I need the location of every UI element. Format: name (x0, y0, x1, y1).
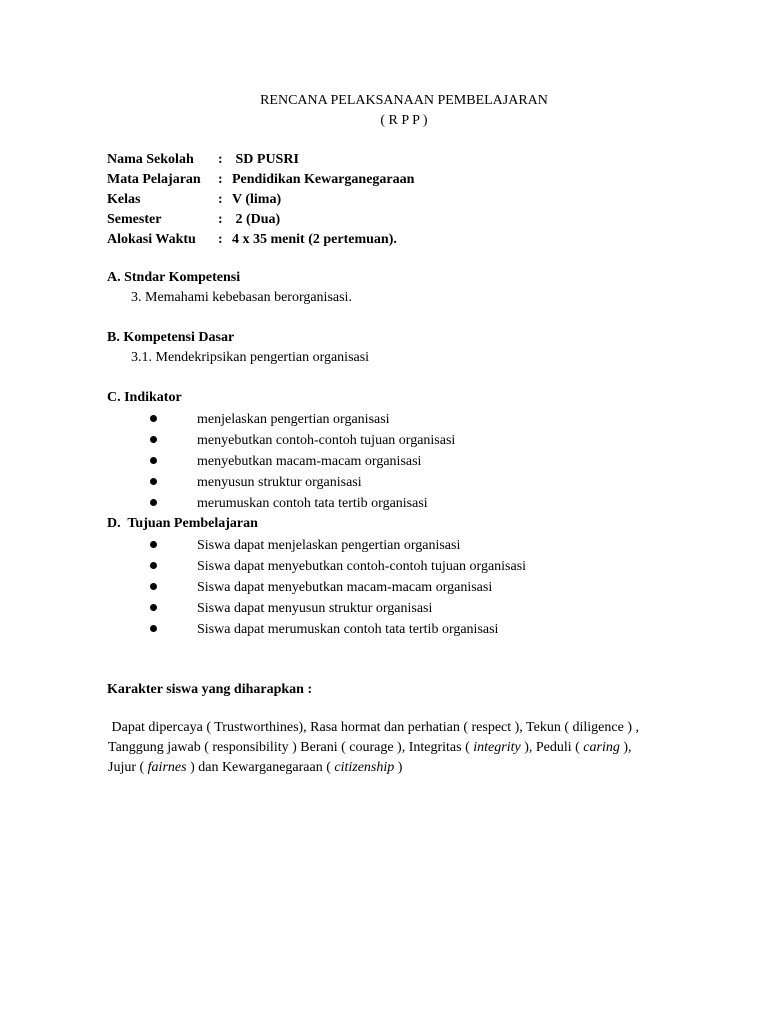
karakter-text: ) dan Kewarganegaraan ( (186, 760, 335, 775)
karakter-line (108, 738, 678, 758)
bullet-icon (150, 541, 157, 548)
karakter-term: integrity (473, 740, 521, 755)
karakter-term: caring (583, 740, 620, 755)
karakter-text: Tanggung jawab ( responsibility ) Berani ( courage ), Integritas ( (108, 740, 474, 755)
info-label: Nama Sekolah (107, 152, 194, 167)
identity-block (107, 150, 414, 250)
info-value: SD PUSRI (232, 152, 299, 167)
section-a-text: 3. Memahami kebebasan berorganisasi. (131, 290, 352, 305)
list-item-text: menyebutkan contoh-contoh tujuan organisasi (197, 433, 456, 448)
karakter-text: Jujur ( (108, 760, 148, 775)
info-colon: : (218, 172, 223, 187)
info-row-semester (107, 210, 414, 230)
list-item-text: merumuskan contoh tata tertib organisasi (197, 496, 428, 511)
list-item-text: menyebutkan macam-macam organisasi (197, 454, 422, 469)
bullet-icon (150, 625, 157, 632)
document-title: RENCANA PELAKSANAAN PEMBELAJARAN (260, 93, 548, 108)
bullet-icon (150, 457, 157, 464)
karakter-term: fairnes (147, 760, 187, 775)
info-colon: : (218, 192, 223, 207)
list-item-text: Siswa dapat merumuskan contoh tata tertib organisasi (197, 622, 499, 637)
list-item-text: menyusun struktur organisasi (197, 475, 362, 490)
list-item-text: Siswa dapat menyebutkan macam-macam organisasi (197, 580, 493, 595)
section-d-heading: D. Tujuan Pembelajaran (107, 516, 258, 531)
info-label: Mata Pelajaran (107, 172, 201, 187)
karakter-line (108, 758, 678, 778)
bullet-icon (150, 478, 157, 485)
info-row-school (107, 150, 414, 170)
karakter-paragraph (108, 718, 678, 778)
bullet-icon (150, 499, 157, 506)
karakter-line (108, 718, 678, 738)
list-item-text: Siswa dapat menyebutkan contoh-contoh tujuan organisasi (197, 559, 527, 574)
document-subtitle: ( R P P ) (380, 113, 428, 128)
bullet-icon (150, 415, 157, 422)
info-label: Semester (107, 212, 162, 227)
bullet-icon (150, 436, 157, 443)
section-a-heading: A. Stndar Kompetensi (107, 270, 241, 285)
section-b-heading: B. Kompetensi Dasar (107, 330, 235, 345)
info-colon: : (218, 232, 223, 247)
section-c-heading: C. Indikator (107, 390, 182, 405)
karakter-text: ), Peduli ( (520, 740, 584, 755)
bullet-icon (150, 604, 157, 611)
info-row-class (107, 190, 414, 210)
list-item-text: Siswa dapat menjelaskan pengertian organisasi (197, 538, 461, 553)
info-colon: : (218, 212, 223, 227)
info-colon: : (218, 152, 223, 167)
info-value: V (lima) (232, 192, 282, 207)
list-item-text: menjelaskan pengertian organisasi (197, 412, 390, 427)
bullet-icon (150, 562, 157, 569)
karakter-text: ), (619, 740, 632, 755)
karakter-heading: Karakter siswa yang diharapkan : (107, 682, 313, 697)
info-value: 2 (Dua) (232, 212, 281, 227)
karakter-text: Dapat dipercaya ( Trustworthines), Rasa hormat dan perhatian ( respect ), Tekun ( diligence ) , (108, 720, 639, 735)
info-row-time (107, 230, 414, 250)
info-row-subject (107, 170, 414, 190)
info-value: Pendidikan Kewarganegaraan (232, 172, 415, 187)
karakter-term: citizenship (334, 760, 395, 775)
karakter-text: ) (394, 760, 403, 775)
info-label: Kelas (107, 192, 141, 207)
bullet-icon (150, 583, 157, 590)
info-label: Alokasi Waktu (107, 232, 196, 247)
info-value: 4 x 35 menit (2 pertemuan). (232, 232, 397, 247)
list-item-text: Siswa dapat menyusun struktur organisasi (197, 601, 433, 616)
section-b-text: 3.1. Mendekripsikan pengertian organisasi (131, 350, 370, 365)
